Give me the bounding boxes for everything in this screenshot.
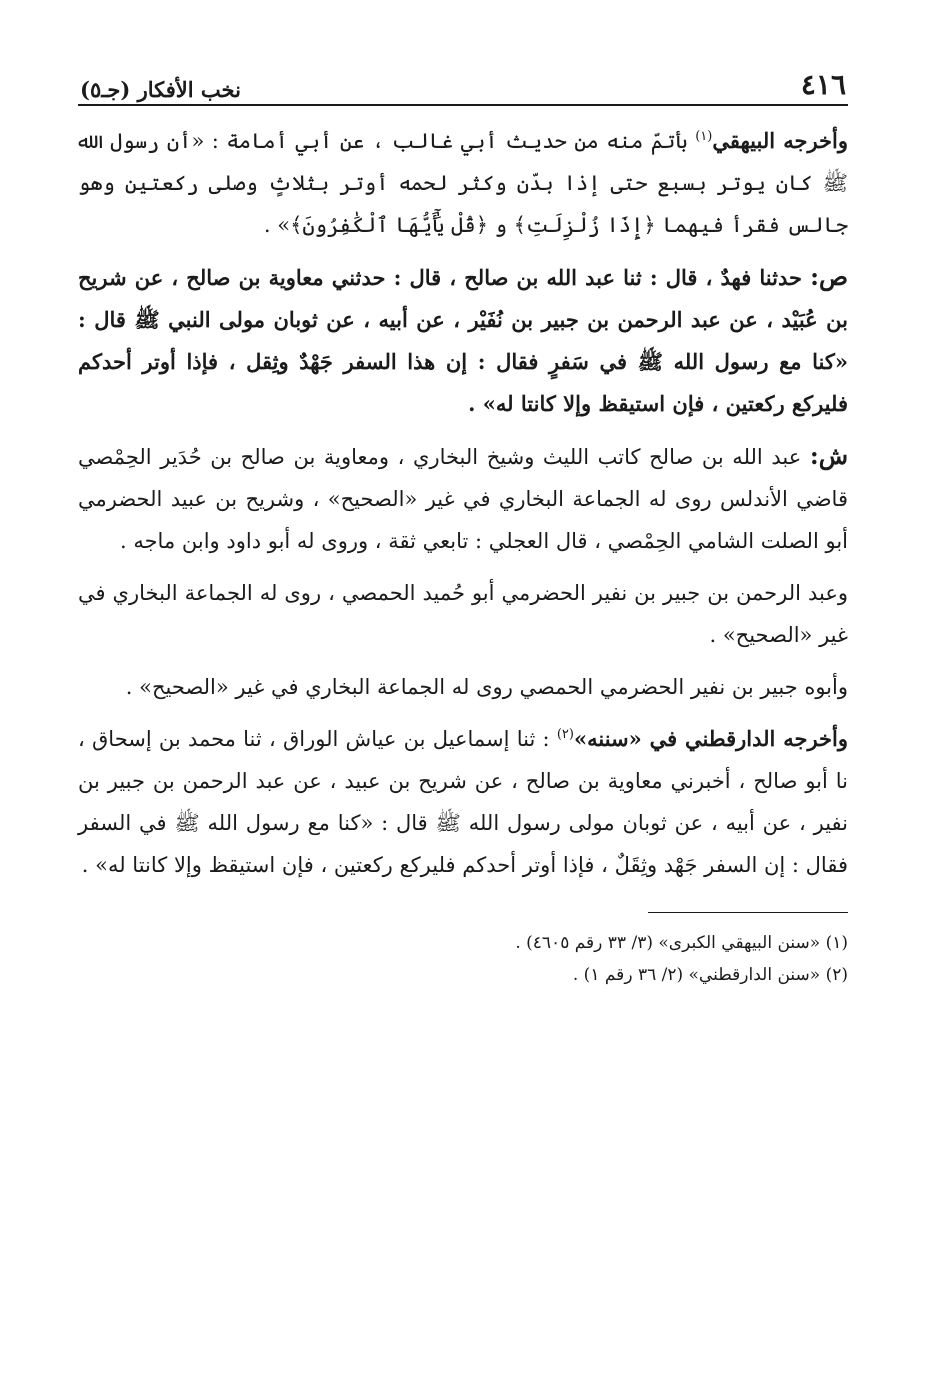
footnote-ref: (٢): [556, 727, 574, 742]
book-page: [78, 60, 848, 1360]
page-header: [78, 60, 848, 106]
paragraph-narrator: وعبد الرحمن بن جبير بن نفير الحضرمي أبو حُميد الحمصي ، روى له الجماعة البخاري في غير «الصحيح» .: [78, 581, 848, 647]
paragraph-text: حدثنا فهدٌ ، قال : ثنا عبد الله بن صالح ، قال : حدثني معاوية بن صالح ، عن شريح بن عُبَيْد ، عن عبد الرحمن بن جبير بن نُفَيْر ، عن أبيه ، عن ثوبان مولى النبي ﷺ قال : «كنا مع رسول الله ﷺ في سَفرٍ فقال : إن هذا السفر جَهْدٌ وثِقل ، فإذا أوتر أحدكم فليركع ركعتين ، فإن استيقظ وإلا كانتا له» .: [78, 265, 848, 416]
page-number: ٤١٦: [800, 70, 846, 101]
page-body: [78, 120, 848, 886]
paragraph-hadith-text: [78, 256, 848, 425]
footnote-separator: [648, 912, 848, 913]
running-title: نخب الأفكار (جـ٥): [80, 77, 241, 102]
footnote-item: (٢) «سنن الدارقطني» (٢/ ٣٦ رقم ١) .: [572, 965, 848, 985]
paragraph-text: عبد الله بن صالح كاتب الليث وشيخ البخاري ، ومعاوية بن صالح بن حُدَير الحِمْصي قاضي الأندلس روى له الجماعة البخاري في غير «الصحيح» ، وشريح بن عبيد الحضرمي أبو الصلت الشامي الحِمْصي ، قال العجلي : تابعي ثقة ، وروى له أبو داود وابن ماجه .: [78, 445, 848, 553]
section-marker: ص:: [810, 262, 848, 291]
paragraph-narrator-father: وأبوه جبير بن نفير الحضرمي الحمصي روى له الجماعة البخاري في غير «الصحيح» .: [125, 675, 848, 699]
footnote-ref: (١): [695, 129, 713, 144]
paragraph-text: : ثنا إسماعيل بن عياش الوراق ، ثنا محمد بن إسحاق ، نا أبو صالح ، أخبرني معاوية بن صالح ، عن شريح بن عبيد ، عن عبد الرحمن بن جبير بن نفير ، عن أبيه ، عن ثوبان مولى رسول الله ﷺ قال : «كنا مع رسول الله ﷺ في السفر فقال : إن السفر جَهْد وثِقَلٌ ، فإذا أوتر أحدكم فليركع ركعتين ، فإن استيقظ وإلا كانتا له» .: [78, 727, 848, 877]
paragraph-commentary: [78, 435, 848, 562]
paragraph-text: بأتمّ منه من حديث أبي غالب ، عن أبي أمامة : «أن رسول الله ﷺ كان يوتر بسبع حتى إذا بدّن وكثر لحمه أوتر بثلاثٍ وصلى ركعتين وهو جالس فقرأ فيهما ﴿إِذَا زُلْزِلَتِ﴾ و ﴿قُلْ يَٰٓأَيُّهَا ٱلْكَٰفِرُونَ﴾» .: [78, 129, 848, 237]
section-marker: ش:: [809, 441, 848, 470]
paragraph-bayhaqi: [78, 120, 848, 246]
footnote-item: (١) «سنن البيهقي الكبرى» (٣/ ٣٣ رقم ٤٦٠٥) .: [515, 933, 848, 953]
footnotes: [78, 927, 848, 991]
paragraph-daraqutni: [78, 718, 848, 886]
paragraph-lead: وأخرجه البيهقي: [712, 128, 848, 153]
paragraph-lead: وأخرجه الدارقطني في «سننه»: [573, 726, 848, 751]
